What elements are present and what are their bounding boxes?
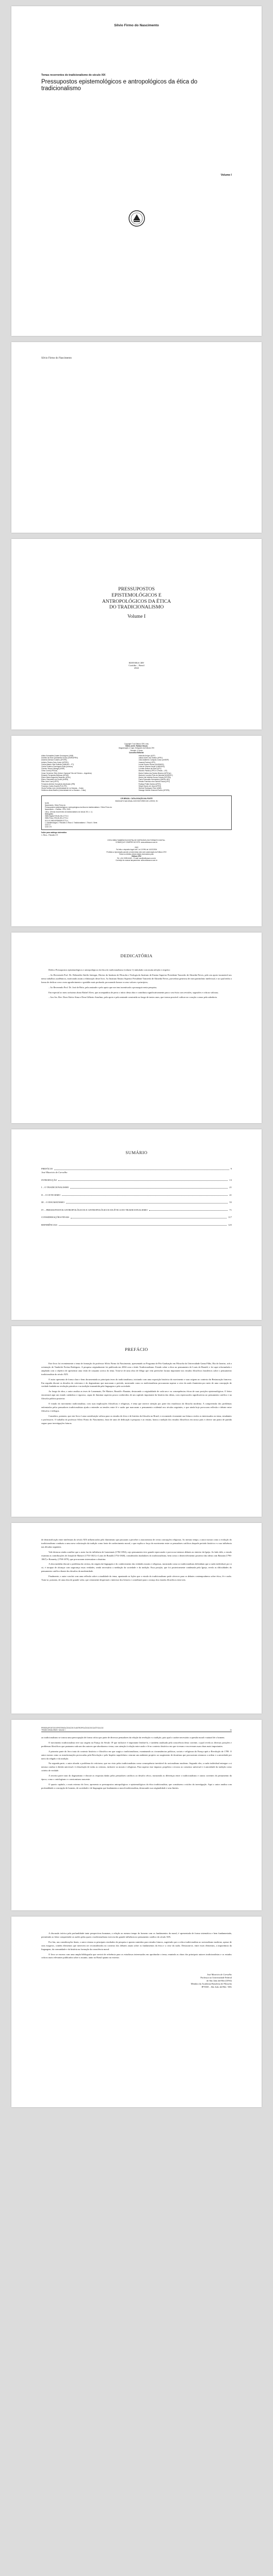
- title-block: [41, 586, 232, 611]
- board-member: Lídia de Oliveira Xavier (UNIEURO): [138, 766, 165, 768]
- board-column-right: [139, 755, 232, 791]
- board-member: João Adalberto Campato Junior (UNESP): [138, 759, 169, 761]
- board-member: Leonel Severo Rocha (UNISINOS): [138, 763, 164, 766]
- title-line: DO TRADICIONALISMO: [109, 604, 164, 611]
- board-member: Elione Maria Nogueira Diogenes (UFAL): [41, 776, 71, 779]
- dedication-paragraph: – Ao Reverendo Prof. Dr. José de Brito, pela amizade e pelo apoio que me tem incentivado a prosseguir nesta pesquisa;: [49, 986, 157, 989]
- board-member: Maria Lília Imbiriba Sousa Colares (UFOPA): [138, 776, 171, 779]
- catalog-entry: DOI 10.24824/978652512773.4: [45, 819, 68, 822]
- editorial-board: [41, 755, 232, 791]
- page-copyright: [11, 736, 262, 926]
- page-preface-cont: [11, 1523, 262, 1714]
- preface-paragraph: ao tradicionalismo se tornou uma preocupação de forma crítica por parte de diversos pensadores da relação da revelação e a tradição, pois qual o caráter necessário a questão moral e natural de o homem.: [41, 1736, 225, 1739]
- running-header-line: PRESSUPOSTOS EPISTEMOLÓGICOS E ANTROPOLÓGICOS DA ÉTICA DO: [41, 1727, 104, 1729]
- board-member: Fernando Antônio Gonçalves Alcoforado (IPB): [41, 783, 75, 785]
- catalog-entry: CDU 17: [45, 823, 51, 826]
- board-member: Simone Rodrigues Pinto (UNB): [138, 787, 162, 790]
- rights-line: Editora CRV: [132, 855, 141, 857]
- title-line: ANTROPOLÓGICOS DA ÉTICA: [102, 598, 171, 604]
- toc-leader: [149, 1210, 228, 1211]
- crv-logo-icon: [128, 210, 146, 227]
- title-publisher: EDITORA CRV: [129, 662, 144, 665]
- toc-leader: [59, 1225, 227, 1226]
- board-member: Jailson Alves dos Santos (UFRJ): [138, 757, 163, 759]
- catalog-entry: ISBN Físico 978-65-251-2773-4: [45, 817, 69, 820]
- catalog-title: CIP-BRASIL. CATALOGAÇÃO-NA-FONTE: [120, 798, 153, 800]
- board-member: Josania Portela (UFPI): [138, 761, 155, 764]
- editor-line: Editor-chefe: Railson Moura: [125, 745, 148, 748]
- board-column-left: [41, 755, 135, 791]
- page-preface-end: [11, 1917, 262, 2107]
- preface-paragraph: de desmistificação entre inteletuais do século XIX influenciados pelo iluminismo que passaram a perceber o anacronismo de certas concepções religiosas. Ao mesmo tempo, o autor mostra como a evolução do tradicionalismo conduziu a uma nova valorização da tradição como fonte de conhecimento moral, o que explica a força do movimento entre os pensadores católicos daquele período histórico e a sua influência nas décadas seguintes.: [41, 1538, 232, 1548]
- rights-line: 2022: [134, 846, 139, 849]
- publisher-logo: [128, 210, 146, 230]
- catalog-entry: CDD 170: [45, 826, 52, 828]
- preface-paragraph: Vale destacar ainda a análise que o autor faz da influência de Lamennais (1782-1854), cujo pensamento teve grande repercussão e provocou intensos debates no interior da Igreja. Ao lado dele, o estudo examina as contribuições de Joseph de Maistre (1753-1821) e Louis de Bonald (1754-1840), considerados fundadores do tradicionalismo, bem como o desenvolvimento posterior das ideias com Bautain (1796-1867) e Bonnetty (1798-1879), que procuraram sistematizar a doutrina.: [41, 1550, 232, 1561]
- preface-paragraph: O livro se encerra com uma ampla bibliografia que servirá de referência para os estudiosos interessados em aprofundar o tema, reunindo as obras dos principais autores tradicionalistas e os estudos críticos mais relevantes publicados sobre o assunto, tanto no Brasil quanto no exterior.: [41, 1953, 232, 1959]
- toc-page: 117: [228, 1216, 232, 1218]
- dedication-paragraph: – Aos Srs. Rev. Dom Otávio Sima e Dom Gilberto Anselmo, pelo apoio e pela amizade construída ao longo de tantos anos, que tornou possível cultivar no coração o amor pela sabedoria.: [49, 996, 217, 999]
- dedication-paragraph: Dedico Pressupostos epistemológicos e antropológicos da ética do tradicionalismo (volume 1) intitulado com muita afeição e respeito:: [49, 969, 171, 971]
- toc-label: III – O DOGMATISMO: [41, 1201, 65, 1204]
- board-member: Sérgio Nunes de Jesus (IFRO): [138, 785, 162, 787]
- board-member: Antônio Pereira Gaio Júnior (UFRRJ): [41, 761, 69, 764]
- index-title: Índice para catálogo sistemático: [41, 832, 67, 834]
- contents-list: [41, 1167, 232, 1227]
- title-city: Curitiba – Brasil: [129, 664, 144, 667]
- page-cover: [11, 6, 262, 336]
- contents-heading: SUMÁRIO: [125, 1150, 148, 1155]
- toc-page: 9: [230, 1167, 232, 1170]
- toc-label: PREFÁCIO: [41, 1167, 53, 1170]
- diagram-line: Diagramação e Capa: Designers da Editora CRV: [118, 747, 155, 750]
- cover-volume: Volume I: [220, 174, 232, 177]
- toc-entry-prefacio[interactable]: [41, 1167, 232, 1171]
- rights-line: Todos os direitos desta edição reservados pela:: [119, 853, 154, 855]
- toc-entry-tradicionalismo[interactable]: [41, 1186, 232, 1189]
- rights-line: Conheça os nossos lançamentos: www.editoracrv.com.br: [116, 859, 157, 862]
- page-preface: [11, 1326, 262, 1517]
- cover-series: Temas recorrentes do tradicionalismo do século XIX: [41, 74, 106, 77]
- preface-paragraph: A obra também discute o problema da certeza, da origem da linguagem e do conhecimento das verdades morais e religiosas, mostrando como os tradicionalistas defendiam que a razão individual, por si só, é incapaz de alcançar com segurança essas verdades, sendo necessária a mediação da sociedade e da tradição. Essa posição, que foi posteriormente condenada pela Igreja, revela as dificuldades do pensamento católico diante dos desafios da modernidade.: [41, 1563, 232, 1573]
- revision-line: Revisão: O Autor: [130, 749, 143, 752]
- half-title-author: Sílvio Firmo do Nascimento: [41, 357, 72, 360]
- preface-paragraph: O autor apresenta de forma clara e bem documentada as principais teses do tradicionalismo, iniciando com uma exposição histórica do movimento e suas origens no contexto da Restauração francesa. Em seguida discute os desafios do ceticismo e do dogmatismo que marcaram o período, mostrando como os tradicionalistas procuraram superar a crise da razão iluminista por meio de uma concepção de verdade fundada na revelação primitiva e na tradição transmitida pela linguagem e pela sociedade.: [41, 1378, 232, 1388]
- board-member: Celso Conti (UFSCar): [41, 770, 57, 772]
- dedication-paragraph: Em especial ao meu caríssimo aluno Rafael Alves, que acompanhou de perto o início desta obra e contribuiu significativamente para o seu êxito com revisões, sugestões e críticas valiosas;: [49, 991, 219, 994]
- rights-line: Tel.: (41) 3039-6418 – E-mail: sac@editoracrv.com.br: [117, 857, 156, 860]
- cover-title: Pressupostos epistemológicos e antropológicos da ética do tradicionalismo: [41, 79, 198, 92]
- preface-paragraph: O estudo do movimento tradicionalista, com suas implicações filosóficas e religiosas, é tema que merece atenção por parte dos estudiosos da filosofia moderna. A compreensão dos problemas enfrentados pelos pensadores tradicionalistas ajuda a entender as tensões entre fé e razão que marcaram o pensamento ocidental nos séculos seguintes, e que ainda hoje provocam reflexão e debate entre filósofos e teólogos.: [41, 1402, 232, 1412]
- toc-leader: [62, 1195, 228, 1196]
- preface-paragraph: Na segunda parte, o autor aborda o problema do ceticismo, que era visto pelos tradicionalistas como consequência inevitável do racionalismo moderno. Segundo eles, a razão individual entregue a si mesma conduz à dúvida universal e à dissolução de todas as certezas, inclusive as morais e religiosas. Para superar esse impasse, propõem o recurso ao consenso universal e à autoridade da tradição como critério de verdade.: [41, 1762, 232, 1772]
- copyright-line: Copyright © da Editora CRV Ltda.: [124, 743, 149, 745]
- title-volume: Volume I: [127, 614, 146, 620]
- catalog-entry: 136 p. (Temas recorrentes do tradicionalismo do século XIX, v. 1): [45, 810, 93, 813]
- toc-label: I – O TRADICIONALISMO: [41, 1186, 69, 1189]
- preface-paragraph: O quarto capítulo, o mais extenso do livro, apresenta os pressupostos antropológicos e epistemológicos da ética tradicionalista, que constituem o núcleo da investigação. Aqui o autor analisa com profundidade a concepção de homem, de sociedade e de linguagem que fundamenta a moral tradicionalista, destacando sua originalidade e seus limites.: [41, 1783, 232, 1789]
- board-member: Eduardo Fernandes Barbosa (UFMG): [41, 774, 69, 776]
- dedication-heading: DEDICATÓRIA: [120, 953, 153, 958]
- board-member: Renato Francisco dos Santos Paula (UFG): [138, 781, 170, 783]
- preface-paragraph: A discussão teórica pela profundidade tanto perspectivas humanas, a relação ao mesmo tempo do homem com os fundamentos da moral, é apresentada de forma sistemática e bem fundamentada, permitindo ao leitor compreender as razões pelas quais o tradicionalismo exerceu tão grande influência no pensamento católico do século XIX.: [41, 1932, 232, 1938]
- board-member: Francisco Carlos Duarte (PUC-PR): [41, 785, 67, 787]
- toc-label: REFERÊNCIAS: [41, 1223, 57, 1226]
- preface-paragraph: Por fim, nas considerações finais, o autor retoma os principais resultados da pesquisa e aponta caminhos para estudos futuros, sugerindo que a crítica tradicionalista ao racionalismo moderno, apesar de seus exageros, contém elementos que merecem ser reconsiderados no contexto dos debates atuais sobre os fundamentos da ética e a crise da razão. Destacam-se, entre esses elementos, a importância da linguagem, da comunidade e da história na formação da consciência moral.: [41, 1940, 232, 1951]
- title-line: PRESSUPOSTOS: [118, 586, 155, 592]
- cover-author: Sílvio Firmo do Nascimento: [114, 24, 159, 27]
- catalog-entry: ISBN Digital 978-65-251-2770-3: [45, 815, 69, 818]
- catalog-box: [41, 795, 232, 830]
- preface-paragraph: A terceira parte trata do dogmatismo e discute as respostas dadas pelos pensadores católicos ao desafio cético, mostrando as diferenças entre o tradicionalismo e outras correntes do pensamento da época, como o ontologismo e o neotomismo nascente.: [41, 1774, 232, 1781]
- toc-page: 41: [229, 1193, 232, 1196]
- running-header-line: TRADICIONALISMO: Volume I: [41, 1729, 66, 1732]
- signature-name: José Mauricio de Carvalho: [206, 1973, 232, 1976]
- catalog-entry: Nascimento – Curitiba : CRV, 2022.: [45, 808, 71, 811]
- board-member: Andréia da Silva Quintanilha Sousa (UNIR/UFRN): [41, 757, 78, 759]
- rights-line: Foi feito o depósito legal conf. Lei 10.994 de 14/12/2004: [116, 849, 157, 851]
- toc-label: José Mauricio de Carvalho: [41, 1171, 68, 1174]
- toc-label: II – O CETICISMO: [41, 1193, 60, 1196]
- toc-label: IV – PRESSUPOSTOS ANTROPOLÓGICOS E ANTROPOLÓGICOS DA ÉTICA DO TRADICIONALISMO: [41, 1208, 148, 1211]
- preface-paragraph: O movimento tradicionalista teve sua origem na França do Século 19 que inclusive é importante lembrá-lo, e também analisada pela consciência desta corrente, a qual revela as diversas posições e problemas filosóficos que pautaram cada um dos autores que abordaram o tema, com atenção à relação entre razão e fé no contexto histórico em que viveram e escreveram suas obras mais importantes.: [41, 1741, 232, 1748]
- toc-entry-author: [41, 1171, 232, 1174]
- preface-heading: PREFÁCIO: [125, 1347, 148, 1352]
- catalog-entry: Bibliografia: [45, 812, 53, 815]
- board-member: Élsio José Corá (UFFS): [41, 781, 59, 783]
- board-member: Guillermo Arias Beatón (Universidade de La Havana – Cuba): [41, 789, 86, 792]
- catalog-entry: N195: [45, 802, 49, 804]
- board-member: Helmuth Krüger (UCP): [138, 755, 155, 757]
- board-member: Anselmo Alencar Colares (UFOPA): [41, 759, 67, 761]
- toc-leader: [58, 1180, 228, 1181]
- toc-label: INTRODUÇÃO: [41, 1178, 57, 1181]
- board-member: Rodrigo Pratte-Santos (UFES): [138, 783, 161, 785]
- preface-signature: [41, 1973, 232, 1989]
- toc-entry-consideracoes[interactable]: [41, 1216, 232, 1219]
- board-member: Gloria Fariñas León (Universidade de La Havana – Cuba): [41, 787, 84, 790]
- board-member: Elizeu Clementino de Souza (UNEB): [41, 778, 68, 781]
- page-number: 11: [230, 1729, 232, 1732]
- board-member: Marcelo Paixão (UFRJ e UTexas – US): [138, 770, 167, 772]
- catalog-entry: 1. Epistemologia 2. Filosofia 3. Ética 4. Tradicionalismo I. Título II. Série.: [45, 821, 98, 824]
- board-member: Maria Cristina dos Santos Bezerra (UFSCar): [138, 772, 171, 774]
- toc-entry-pressupostos[interactable]: [41, 1209, 232, 1212]
- toc-page: 125: [228, 1223, 232, 1226]
- page-preface-cont-2: [11, 1720, 262, 1910]
- toc-entry-referencias[interactable]: [41, 1224, 232, 1227]
- toc-page: 21: [229, 1186, 232, 1189]
- signature-line: Membro da Academia Brasileira de Filosofia: [190, 1982, 232, 1986]
- toc-page: 55: [229, 1201, 232, 1204]
- page-contents: [11, 1129, 262, 1320]
- index-line: 1. Ética – Filosofia 170: [41, 834, 58, 836]
- title-line: EPISTEMOLÓGICOS E: [111, 592, 162, 598]
- toc-leader: [66, 1203, 228, 1204]
- preface-paragraph: Considero, portanto, que este livro é uma contribuição valiosa para os estudos de ética e de história da filosofia no Brasil, e recomendo vivamente sua leitura a todos os interessados no tema, estudantes e professores. O trabalho do professor Sílvio Firmo do Nascimento, fruto de anos de dedicação à pesquisa e ao ensino, honra a tradição dos estudos filosóficos em nosso país e oferece um ponto de partida seguro para investigações futuras.: [41, 1414, 232, 1425]
- catalog-subtitle: SINDICATO NACIONAL DOS EDITORES DE LIVROS, RJ: [115, 800, 158, 802]
- page-dedication: [11, 933, 262, 1123]
- board-member: Cesar Gerónimo Tello (Univer. Nacional Três de Febrero – Argentina): [41, 772, 92, 774]
- board-member: Lourdes Helena da Silva (UFV): [138, 768, 162, 770]
- shop-notice: CONHEÇA E COMPRE NO SITE: www.editoracrv.com.br: [115, 841, 158, 843]
- board-member: Maria de Lourdes Pinto de Almeida (UNOESC): [138, 774, 173, 776]
- toc-leader: [70, 1188, 228, 1189]
- board-member: Aldira Guimarães Duarte Domínguez (UNB): [41, 755, 74, 757]
- board-member: Solange Helena Ximenes-Rocha (UFOPA): [138, 789, 170, 792]
- catalog-entry: Nascimento, Sílvio Firmo do: [45, 804, 66, 807]
- rights-line: Proibida a reprodução parcial ou total desta obra sem autorização da Editora CRV: [106, 851, 167, 853]
- preface-paragraph: A primeira parte do livro trata do contexto histórico e filosófico em que surgiu o tradicionalismo, examinando as circunstâncias políticas, sociais e religiosas da França após a Revolução de 1789. O autor mostra como as transformações provocadas pela Revolução e pelo Império napoleônico criaram um ambiente propício ao surgimento de doutrinas que procuravam restaurar a ordem e a autoridade por meio da religião e da tradição.: [41, 1750, 232, 1760]
- dedication-paragraph: – Ao Reverendo Prof. Dr. Deberaldo Adolfo Jaúregui, Diretor do Instituto de Filosofia e Teologia do Instituto de Ensino Superior Presidente Tancredo de Almeida Neves, pelo seu apoio incansável aos meus trabalhos acadêmicos, motivando assim a elaboração deste livro. Ao Instituto Ensino Superior Presidente Tancredo de Almeida Neves, provedora generosa de meu patrimônio intelectual, e ao qual tenho a honra de dedicar com o meu agradecimento e gratidão mais profunda, procurando honrar os seus valores e princípios;: [41, 973, 232, 984]
- digital-notice: ESTA OBRA TAMBÉM ENCONTRA-SE DISPONÍVEL EM FORMATO DIGITAL.: [107, 839, 166, 841]
- title-year: 2022: [134, 667, 139, 670]
- board-member: Paulo Romualdo Hernandes (UNIFAL-MG): [138, 778, 170, 781]
- preface-paragraph: Este livro foi recentemente o tema de formação do professor Sílvio Firmo do Nascimento, apresentado ao Programa de Pós-Graduação em Filosofia da Universidade Gama Filho, Rio de Janeiro, sob a orientação de Vanderlei Freitas Rodrigues. A pesquisa originalmente foi publicada em 2004 com o título Tradicionalismo: Estudo sobre a ética no pensamento de Louis de Bonald, e foi aqui reformulada e ampliada com o objetivo de apresentar uma visão de conjunto acerca do tema. Trata-se de uma obra de fôlego que vem preencher lacuna importante nos estudos filosóficos brasileiros sobre o pensamento tradicionalista do século XIX.: [41, 1362, 232, 1376]
- signature-line: de São João del-Rei (UFSJ): [206, 1979, 232, 1982]
- preface-paragraph: Finalmente, o autor conclui com uma reflexão sobre a atualidade do tema, apontando as lições que o estudo do tradicionalismo pode oferecer para os debates contemporâneos sobre ética, fé e razão. Trata-se, portanto, de uma obra de grande valor, que certamente despertará o interesse dos leitores e contribuirá para o avanço dos estudos filosóficos entre nós.: [41, 1575, 232, 1582]
- toc-entry-ceticismo[interactable]: [41, 1194, 232, 1197]
- board-member: Carlos Federico Dominguez Avila (Unieuro): [41, 766, 73, 768]
- toc-label: CONSIDERAÇÕES FINAIS: [41, 1216, 69, 1218]
- board-member: Carmen Tereza Velanga (UNIR): [41, 768, 65, 770]
- signature-line: IFTSDJ – São João del-Rei / MG: [201, 1986, 232, 1989]
- page-title: [11, 539, 262, 730]
- toc-page: 13: [229, 1178, 232, 1181]
- preface-paragraph: Ao longo da obra, o autor analisa as teses de Lamennais, De Maistre, Bonald e Bautain, destacando a originalidade de cada um e as consequências éticas de suas posições epistemológicas. O leitor encontrará aqui um estudo cuidadoso e rigoroso, capaz de iluminar aspectos pouco conhecidos de um capítulo importante da história das ideias, com repercussões significativas no pensamento católico e na filosofia política posterior.: [41, 1390, 232, 1400]
- toc-entry-dogmatismo[interactable]: [41, 1201, 232, 1204]
- signature-line: Professor na Universidade Federal: [200, 1976, 232, 1979]
- page-half-title: [11, 342, 262, 533]
- toc-page: 71: [229, 1208, 232, 1211]
- board-member: Carlos Alberto Vilar Estêvão (UMINHO – PT): [41, 763, 74, 766]
- toc-entry-introducao[interactable]: [41, 1179, 232, 1182]
- board-title: Conselho Editorial:: [129, 751, 144, 754]
- catalog-entry: Pressupostos epistemológicos e antropológicos da ética do tradicionalismo / Sílvio Firmo do: [45, 806, 112, 809]
